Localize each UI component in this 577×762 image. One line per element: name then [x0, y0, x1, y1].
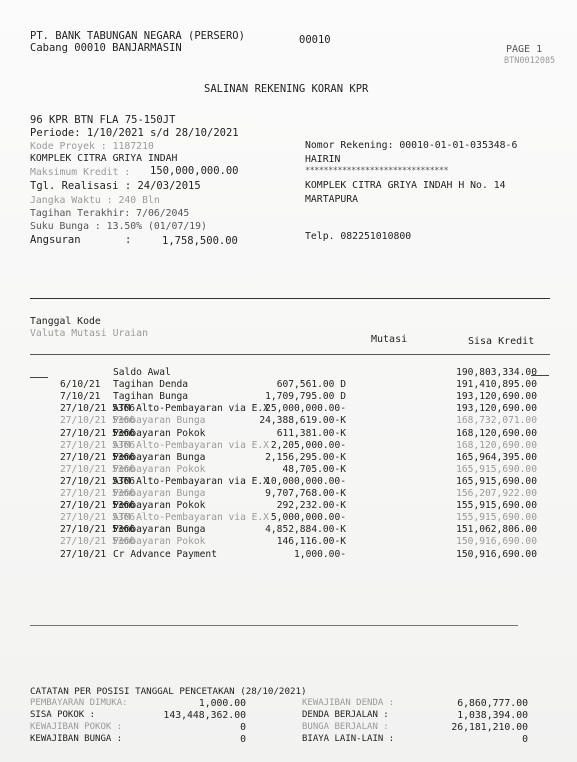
table-row	[0, 452, 577, 464]
summary-value: 1,000.00	[198, 698, 246, 709]
table-row	[0, 415, 577, 427]
row-sisa-kredit: 151,062,806.00	[456, 524, 537, 536]
row-sisa-kredit: 150,916,690.00	[456, 536, 537, 548]
header-valuta: Valuta Mutasi Uraian	[30, 328, 148, 339]
summary-label: BUNGA BERJALAN :	[302, 722, 389, 732]
angsuran-label: Angsuran	[30, 234, 81, 246]
row-sisa-kredit: 168,120,690.00	[456, 427, 537, 439]
table-row	[0, 524, 577, 536]
table-row	[0, 440, 577, 452]
row-sisa-kredit: 150,916,690.00	[456, 548, 537, 560]
row-date: 27/10/21 5366	[60, 488, 136, 499]
kode-proyek: Kode Proyek : 1187210	[30, 141, 154, 152]
footer-divider	[30, 625, 518, 626]
header-sisa-kredit: Sisa Kredit	[468, 336, 535, 347]
row-mutasi: 25,000,000.00-	[265, 403, 346, 415]
row-mutasi: 146,116.00-K	[276, 536, 346, 548]
row-date: 27/10/21 5366	[60, 475, 136, 487]
row-description: Tagihan Denda	[113, 379, 189, 391]
summary-value: 0	[240, 734, 246, 745]
summary-label: KEWAJIBAN BUNGA :	[30, 734, 123, 744]
row-mutasi: 2,156,295.00-K	[265, 451, 346, 463]
branch-code: 00010	[299, 34, 331, 46]
row-sisa-kredit: 165,915,690.00	[456, 463, 537, 475]
table-row	[0, 549, 577, 561]
tagihan-terakhir: Tagihan Terakhir: 7/06/2045	[30, 208, 190, 219]
row-mutasi: 4,852,884.00-K	[265, 524, 346, 536]
summary-value: 143,448,362.00	[163, 710, 246, 721]
row-description: Tagihan Bunga	[113, 391, 189, 403]
row-mutasi: 10,000,000.00-	[265, 475, 346, 487]
phone: Telp. 082251010800	[305, 231, 412, 242]
row-mutasi: 24,388,619.00-K	[259, 415, 346, 427]
row-description: Pembayaran Bunga	[113, 415, 206, 427]
row-date: 27/10/21 5366	[60, 500, 136, 512]
address-line-2: MARTAPURA	[305, 194, 359, 205]
row-date: 27/10/21 5366	[60, 439, 136, 451]
row-sisa-kredit: 193,120,690.00	[456, 403, 537, 415]
row-description: ATM Alto-Pembayaran via E.X	[113, 475, 269, 487]
hand-mark	[30, 377, 48, 378]
row-description: Pembayaran Bunga	[113, 524, 206, 536]
table-row	[0, 403, 577, 415]
page-title: SALINAN REKENING KORAN KPR	[204, 83, 369, 95]
row-date: 27/10/21	[60, 548, 107, 560]
bank-name: PT. BANK TABUNGAN NEGARA (PERSERO)	[30, 30, 245, 42]
row-sisa-kredit: 165,964,395.00	[456, 451, 537, 463]
period: Periode: 1/10/2021 s/d 28/10/2021	[30, 127, 239, 139]
summary-title: CATATAN PER POSISI TANGGAL PENCETAKAN (28/10/2021)	[30, 686, 307, 697]
doc-code: BTN0012085	[504, 56, 556, 66]
tgl-realisasi: Tgl. Realisasi : 24/03/2015	[30, 180, 201, 192]
address-line-1: KOMPLEK CITRA GRIYA INDAH H No. 14	[305, 180, 506, 191]
summary-label: BIAYA LAIN-LAIN :	[302, 734, 395, 744]
summary-value: 0	[240, 722, 246, 733]
summary-value: 26,181,210.00	[451, 722, 528, 733]
row-date: 27/10/21 5366	[60, 536, 136, 548]
nomor-rekening: Nomor Rekening: 00010-01-01-035348-6	[305, 140, 518, 151]
row-sisa-kredit: 155,915,690.00	[456, 500, 537, 512]
row-sisa-kredit: 193,120,690.00	[456, 391, 537, 403]
table-row	[0, 379, 577, 391]
row-date: 27/10/21 5366	[60, 512, 136, 524]
row-date: 27/10/21 5366	[60, 463, 136, 475]
row-description: ATM Alto-Pembayaran via E.X	[113, 403, 269, 415]
name-stars: *******************************	[305, 166, 449, 176]
table-row	[0, 536, 577, 548]
row-mutasi: 607,561.00 D	[276, 379, 346, 391]
table-row	[0, 500, 577, 512]
row-description: ATM Alto-Pembayaran via E.X	[113, 512, 269, 524]
branch-name: Cabang 00010 BANJARMASIN	[30, 42, 182, 54]
row-description: ATM Alto-Pembayaran via E.X	[113, 439, 269, 451]
table-row	[0, 367, 577, 379]
maksimum-kredit-label: Maksimum Kredit :	[30, 167, 131, 178]
row-mutasi: 292,232.00-K	[276, 500, 346, 512]
summary-label: KEWAJIBAN DENDA :	[302, 698, 395, 708]
row-mutasi: 48,705.00-K	[282, 463, 346, 475]
header-mutasi: Mutasi	[371, 334, 408, 345]
suku-bunga: Suku Bunga : 13.50% (01/07/19)	[30, 221, 207, 232]
row-sisa-kredit: 168,120,690.00	[456, 439, 537, 451]
summary-value: 0	[522, 734, 528, 745]
angsuran-value: 1,758,500.00	[162, 235, 238, 247]
row-description: Cr Advance Payment	[113, 548, 217, 560]
jangka-waktu: Jangka Waktu : 240 Bln	[30, 195, 160, 206]
row-date: 7/10/21	[60, 391, 101, 403]
table-row	[0, 512, 577, 524]
header-tanggal: Tanggal Kode	[30, 316, 101, 327]
row-mutasi: 1,709,795.00 D	[265, 391, 346, 403]
table-row	[0, 464, 577, 476]
row-date: 27/10/21 5366	[60, 524, 136, 536]
row-mutasi: 1,000.00-	[294, 548, 346, 560]
row-sisa-kredit: 155,915,690.00	[456, 512, 537, 524]
summary-label: DENDA BERJALAN :	[302, 710, 389, 720]
row-sisa-kredit: 168,732,071.00	[456, 415, 537, 427]
customer-name: HAIRIN	[305, 154, 341, 165]
row-date: 27/10/21 5366	[60, 415, 136, 427]
summary-value: 6,860,777.00	[457, 698, 528, 709]
row-description: Pembayaran Pokok	[113, 463, 206, 475]
product-name: 96 KPR BTN FLA 75-150JT	[30, 114, 176, 126]
summary-label: KEWAJIBAN POKOK :	[30, 722, 123, 732]
row-mutasi: 611,381.00-K	[276, 427, 346, 439]
summary-label: PEMBAYARAN DIMUKA:	[30, 698, 128, 708]
row-date: 27/10/21 5366	[60, 427, 136, 439]
maksimum-kredit-value: 150,000,000.00	[150, 165, 239, 177]
table-row	[0, 488, 577, 500]
row-sisa-kredit: 191,410,895.00	[456, 379, 537, 391]
row-date: 6/10/21	[60, 379, 101, 391]
table-header-rule	[30, 354, 550, 355]
table-row	[0, 428, 577, 440]
row-sisa-kredit: 156,207,922.00	[456, 488, 537, 499]
row-description: Pembayaran Pokok	[113, 427, 206, 439]
row-description: Saldo Awal	[113, 367, 171, 378]
row-description: Pembayaran Pokok	[113, 536, 206, 548]
row-mutasi: 9,707,768.00-K	[265, 488, 346, 499]
row-mutasi: 5,000,000.00-	[270, 512, 346, 524]
hand-mark	[531, 375, 549, 376]
table-row	[0, 476, 577, 488]
row-description: Pembayaran Bunga	[113, 451, 206, 463]
row-description: Pembayaran Bunga	[113, 488, 206, 499]
summary-label: SISA POKOK :	[30, 710, 96, 720]
summary-value: 1,038,394.00	[457, 710, 528, 721]
row-date: 27/10/21 5366	[60, 403, 136, 415]
row-date: 27/10/21 5366	[60, 451, 136, 463]
table-row	[0, 391, 577, 403]
kompleks-name: KOMPLEK CITRA GRIYA INDAH	[30, 153, 178, 164]
row-sisa-kredit: 165,915,690.00	[456, 475, 537, 487]
section-divider	[30, 298, 550, 299]
angsuran-colon: :	[125, 234, 132, 246]
page-label: PAGE 1	[506, 44, 543, 55]
row-description: Pembayaran Pokok	[113, 500, 206, 512]
row-mutasi: 2,205,000.00-	[270, 439, 346, 451]
row-sisa-kredit: 190,803,334.00	[456, 367, 537, 378]
